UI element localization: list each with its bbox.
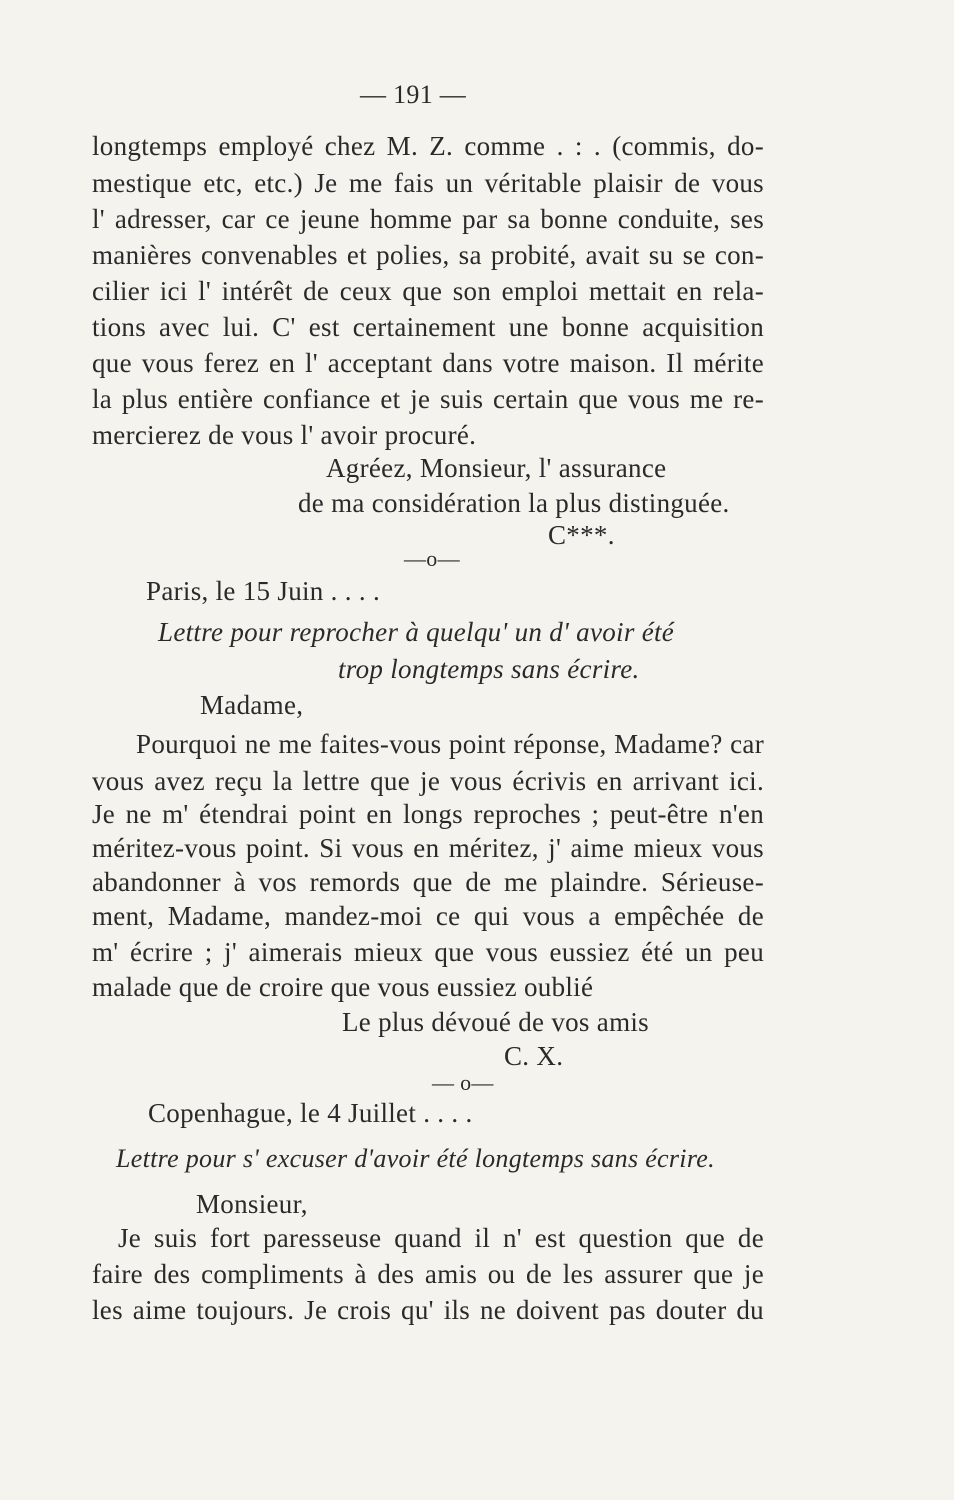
letter3-line: les aime toujours. Je crois qu' ils ne doivent pas douter du bbox=[92, 1295, 764, 1325]
letter1-line: l' adresser, car ce jeune homme par sa bonne conduite, ses bbox=[92, 204, 764, 234]
letter2-line: méritez-vous point. Si vous en méritez, j' aime mieux vous bbox=[92, 833, 764, 863]
letter1-closing: Agréez, Monsieur, l' assurance bbox=[326, 453, 667, 483]
letter2-place-date: Paris, le 15 Juin . . . . bbox=[146, 576, 380, 606]
letter2-line: Pourquoi ne me faites-vous point réponse, Madame? car bbox=[136, 729, 764, 759]
letter2-line: vous avez reçu la lettre que je vous écrivis en arrivant ici. bbox=[92, 766, 764, 796]
letter2-signature: C. X. bbox=[504, 1041, 564, 1071]
letter1-line: que vous ferez en l' acceptant dans votre maison. Il mérite bbox=[92, 348, 764, 378]
letter1-line: la plus entière confiance et je suis certain que vous me re- bbox=[92, 384, 764, 414]
letter3-place-date: Copenhague, le 4 Juillet . . . . bbox=[148, 1098, 473, 1128]
separator: — o— bbox=[432, 1070, 494, 1095]
letter2-closing: Le plus dévoué de vos amis bbox=[342, 1007, 649, 1037]
letter3-line: faire des compliments à des amis ou de les assurer que je bbox=[92, 1259, 764, 1289]
letter2-line: abandonner à vos remords que de me plaindre. Sérieuse- bbox=[92, 867, 764, 897]
letter1-line: longtemps employé chez M. Z. comme . : . (commis, do- bbox=[92, 131, 764, 161]
letter1-line: manières convenables et polies, sa probité, avait su se con- bbox=[92, 240, 764, 270]
letter1-closing: de ma considération la plus distinguée. bbox=[298, 488, 730, 518]
separator: —o— bbox=[404, 546, 460, 571]
letter3-title: Lettre pour s' excuser d'avoir été longtemps sans écrire. bbox=[116, 1144, 715, 1173]
letter1-line: mercierez de vous l' avoir procuré. bbox=[92, 420, 477, 450]
letter2-line: Je ne m' étendrai point en longs reproches ; peut-être n'en bbox=[92, 799, 764, 829]
letter1-line: mestique etc, etc.) Je me fais un véritable plaisir de vous bbox=[92, 168, 764, 198]
page-number: — 191 — bbox=[360, 80, 467, 109]
letter3-salutation: Monsieur, bbox=[196, 1189, 308, 1219]
letter2-line: malade que de croire que vous eussiez oublié bbox=[92, 972, 594, 1002]
letter1-signature: C***. bbox=[548, 520, 615, 550]
letter2-line: ment, Madame, mandez-moi ce qui vous a empêchée de bbox=[92, 901, 764, 931]
letter1-line: tions avec lui. C' est certainement une bonne acquisition bbox=[92, 312, 764, 342]
letter2-title: Lettre pour reprocher à quelqu' un d' avoir été bbox=[158, 617, 675, 647]
letter1-line: cilier ici l' intérêt de ceux que son emploi mettait en rela- bbox=[92, 276, 764, 306]
letter2-salutation: Madame, bbox=[200, 690, 304, 720]
letter2-line: m' écrire ; j' aimerais mieux que vous eussiez été un peu bbox=[92, 937, 764, 967]
letter2-title: trop longtemps sans écrire. bbox=[338, 654, 640, 684]
letter3-line: Je suis fort paresseuse quand il n' est question que de bbox=[118, 1223, 764, 1253]
